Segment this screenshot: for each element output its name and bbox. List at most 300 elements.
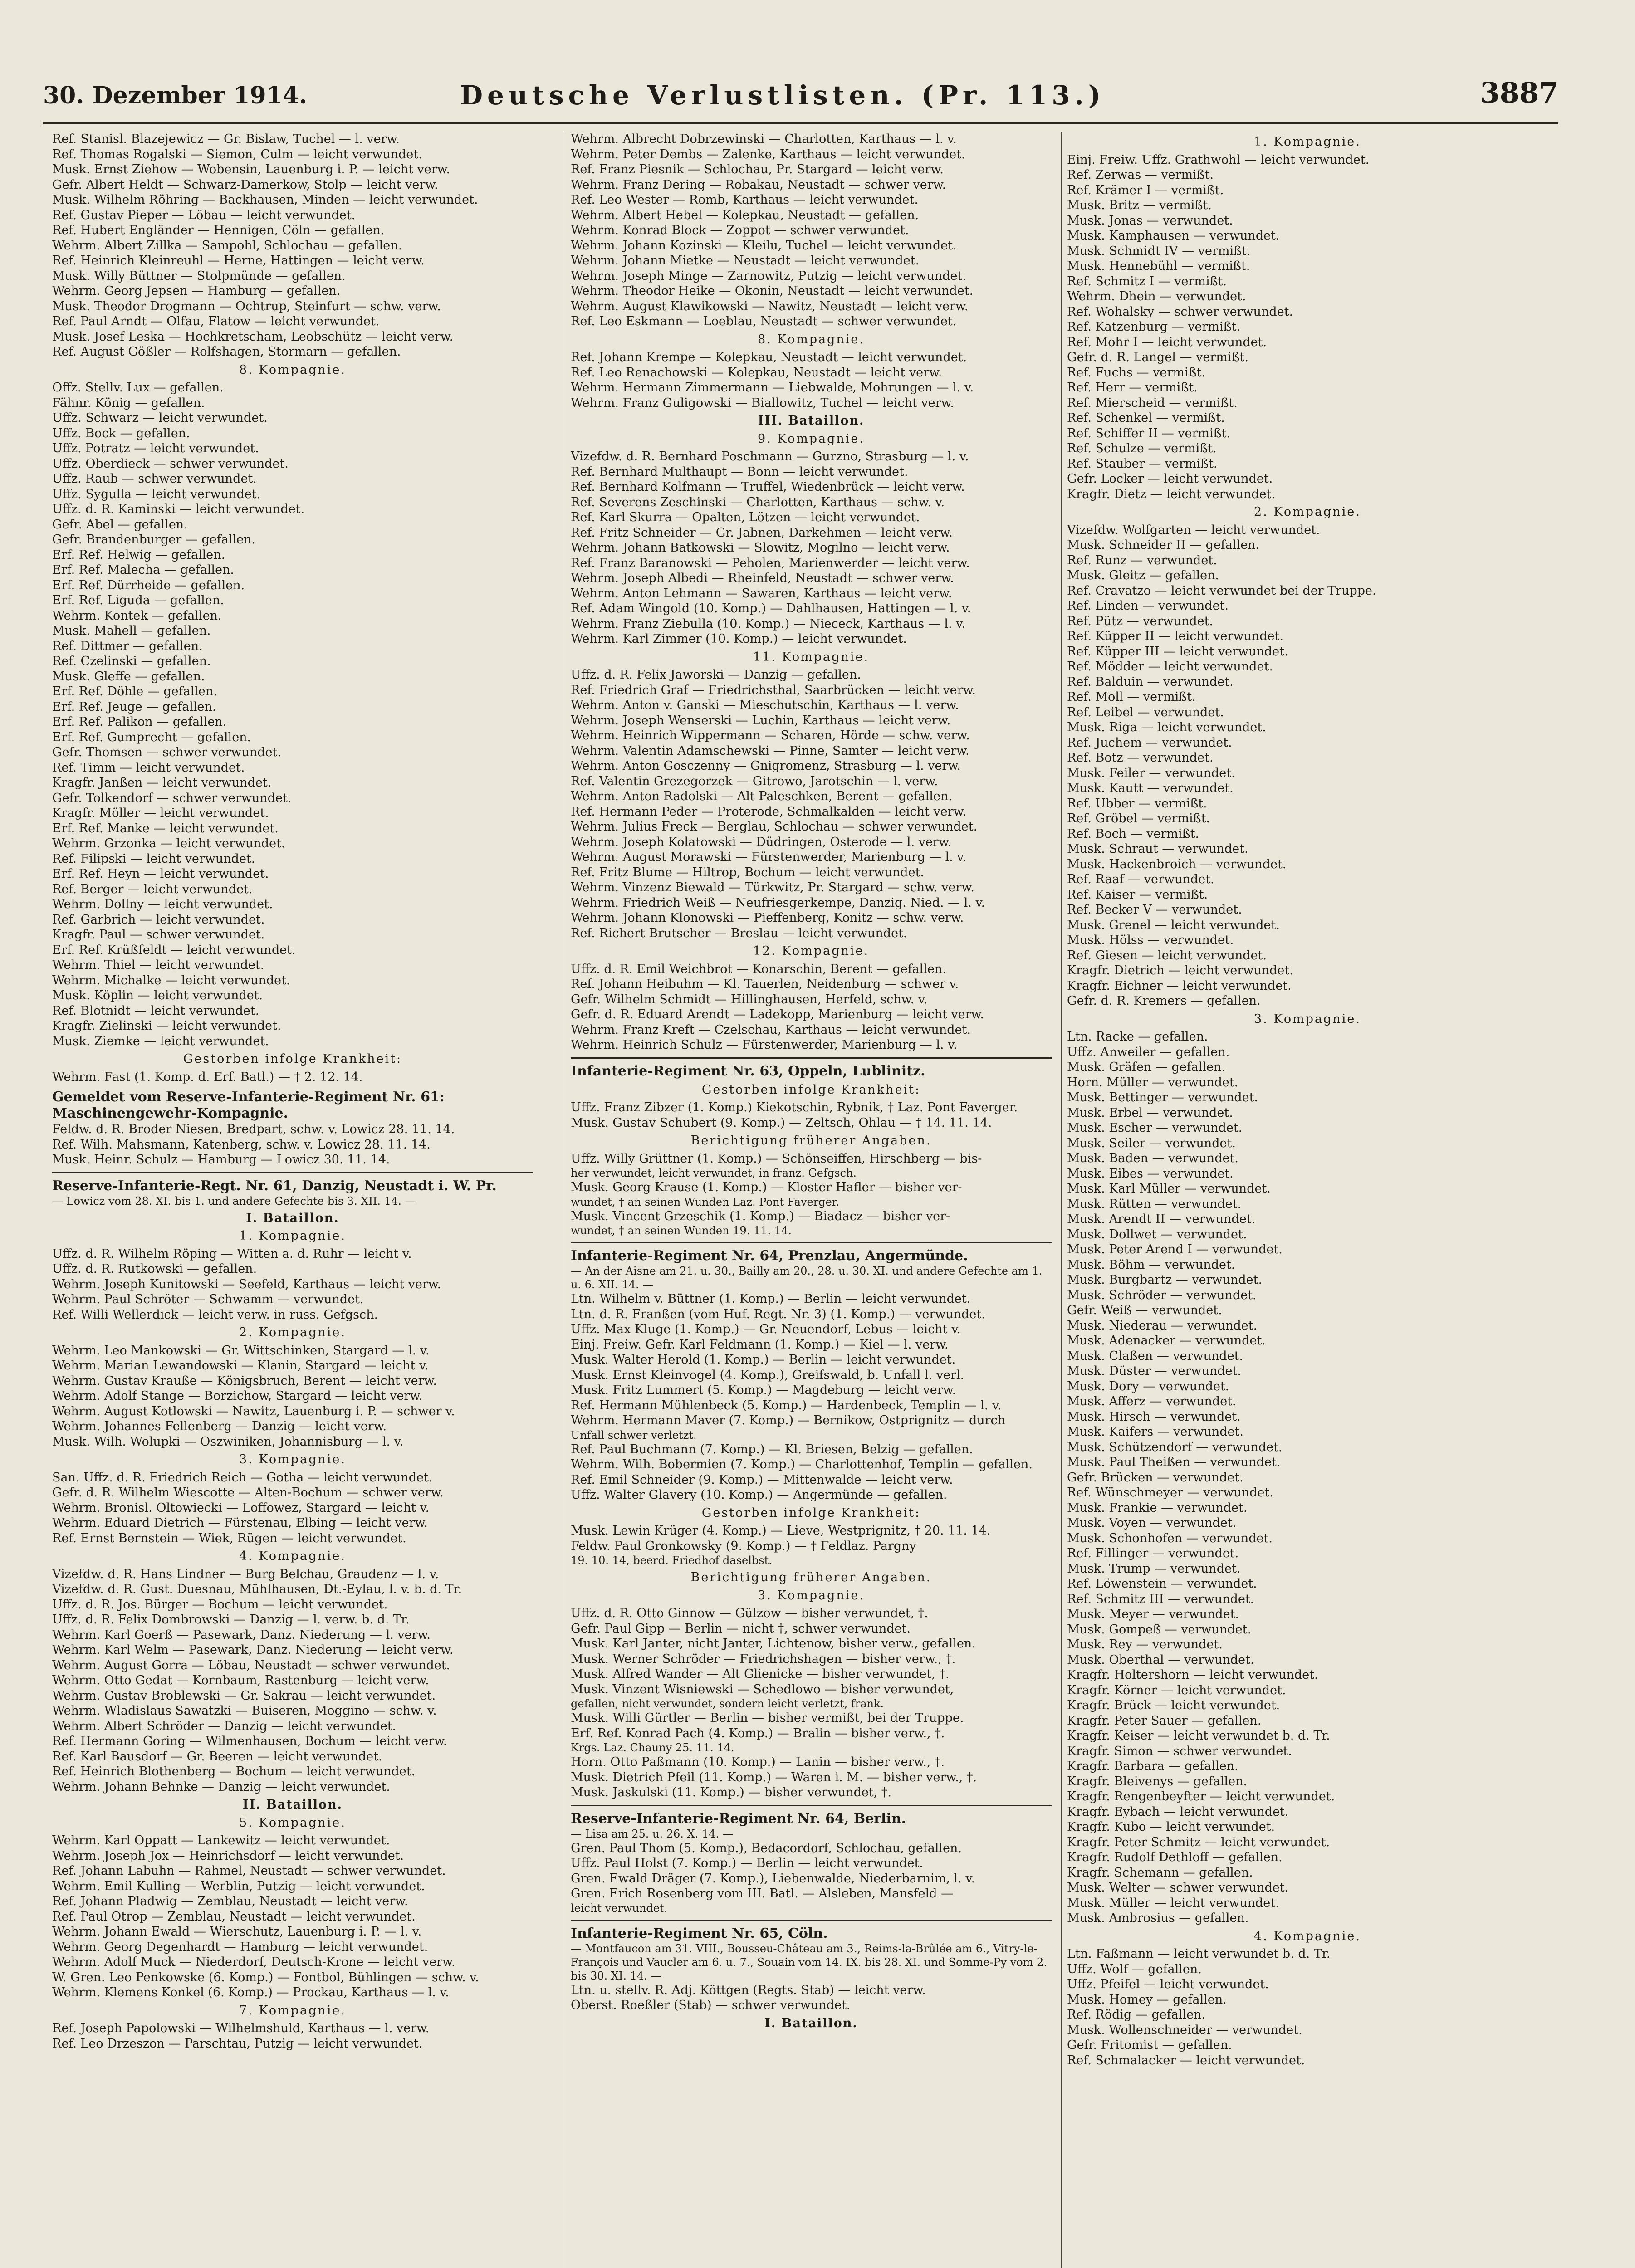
battalion-heading: I. Bataillon. xyxy=(246,1211,339,1225)
casualty-entry: Wehrm. Hermann Maver (7. Komp.) — Bernikow, Ostprignitz — durch xyxy=(571,1413,1006,1427)
casualty-entry: Musk. Kaifers — verwundet. xyxy=(1067,1425,1243,1439)
casualty-entry: Musk. Ziemke — leicht verwundet. xyxy=(52,1034,269,1048)
casualty-entry: Wehrm. Franz Guligowski — Biallowitz, Tuchel — leicht verw. xyxy=(571,396,955,410)
casualty-entry: Musk. Lewin Krüger (4. Komp.) — Lieve, Westprignitz, † 20. 11. 14. xyxy=(571,1524,991,1538)
casualty-entry: Ref. Czelinski — gefallen. xyxy=(52,654,211,668)
casualty-entry: Gefr. Brandenburger — gefallen. xyxy=(52,533,256,547)
casualty-entry: Ref. Kaiser — vermißt. xyxy=(1067,887,1208,902)
casualty-entry: Musk. Adenacker — verwundet. xyxy=(1067,1334,1266,1348)
casualty-entry: Ref. Bernhard Multhaupt — Bonn — leicht verwundet. xyxy=(571,464,908,479)
casualty-entry: Ref. Heinrich Kleinreuhl — Herne, Hattingen — leicht verw. xyxy=(52,254,425,268)
casualty-entry: Musk. Heinr. Schulz — Hamburg — Lowicz 30. 11. 14. xyxy=(52,1153,390,1167)
casualty-entry: Wehrm. Michalke — leicht verwundet. xyxy=(52,973,290,987)
page-header xyxy=(43,68,1558,124)
casualty-entry: Wehrm. Karl Oppatt — Lankewitz — leicht verwundet. xyxy=(52,1833,390,1848)
casualty-entry: Gefr. Abel — gefallen. xyxy=(52,517,188,532)
casualty-entry: Ref. Gröbel — vermißt. xyxy=(1067,811,1210,826)
casualty-entry: Kragfr. Rengenbeyfter — leicht verwundet. xyxy=(1067,1789,1335,1804)
casualty-entry: Ref. Ernst Bernstein — Wiek, Rügen — leicht verwundet. xyxy=(52,1531,406,1545)
casualty-entry: Wehrm. Peter Dembs — Zalenke, Karthaus — leicht verwundet. xyxy=(571,147,965,161)
casualty-entry: Wehrm. Johann Kozinski — Kleilu, Tuchel — leicht verwundet. xyxy=(571,238,957,253)
section-rule xyxy=(571,1805,1052,1806)
casualty-entry: Ref. Hermann Mühlenbeck (5. Komp.) — Hardenbeck, Templin — l. v. xyxy=(571,1398,1002,1413)
casualty-entry: Musk. Wilh. Wolupki — Oszwiniken, Johannisburg — l. v. xyxy=(52,1434,404,1449)
casualty-entry: Gefr. Locker — leicht verwundet. xyxy=(1067,472,1273,486)
casualty-entry: Musk. Willy Büttner — Stolpmünde — gefallen. xyxy=(52,269,346,283)
casualty-entry: Horn. Müller — verwundet. xyxy=(1067,1075,1238,1090)
casualty-entry: Musk. Seiler — verwundet. xyxy=(1067,1136,1236,1150)
casualty-entry: Musk. Düster — verwundet. xyxy=(1067,1364,1241,1378)
casualty-entry: Ref. Wilh. Mahsmann, Katenberg, schw. v. Lowicz 28. 11. 14. xyxy=(52,1137,431,1152)
casualty-entry: Musk. Niederau — verwundet. xyxy=(1067,1318,1258,1333)
casualty-entry: Ref. Ubber — vermißt. xyxy=(1067,796,1207,811)
casualty-entry: Musk. Homey — gefallen. xyxy=(1067,1992,1227,2007)
casualty-entry: Uffz. Sygulla — leicht verwundet. xyxy=(52,487,261,501)
casualty-entry: Musk. Ambrosius — gefallen. xyxy=(1067,1911,1249,1925)
casualty-entry: Uffz. Franz Zibzer (1. Komp.) Kiekotschin, Rybnik, † Laz. Pont Faverger. xyxy=(571,1100,1018,1114)
casualty-entry: Erf. Ref. Helwig — gefallen. xyxy=(52,547,225,562)
casualty-entry: Uffz. d. R. Felix Dombrowski — Danzig — l. verw. b. d. Tr. xyxy=(52,1613,410,1627)
casualty-entry: Musk. Eibes — verwundet. xyxy=(1067,1166,1234,1181)
casualty-entry: Musk. Ernst Ziehow — Wobensin, Lauenburg i. P. — leicht verw. xyxy=(52,162,450,176)
casualty-entry: Gren. Ewald Dräger (7. Komp.), Liebenwalde, Niederbarnim, l. v. xyxy=(571,1871,975,1886)
casualty-entry: Kragfr. Holtershorn — leicht verwundet. xyxy=(1067,1668,1318,1682)
casualty-entry: Ref. Franz Baranowski — Peholen, Marienwerder — leicht verw. xyxy=(571,556,970,570)
casualty-entry: Ltn. Wilhelm v. Büttner (1. Komp.) — Berlin — leicht verwundet. xyxy=(571,1292,971,1306)
casualty-entry: Musk. Afferz — verwundet. xyxy=(1067,1394,1236,1408)
casualty-entry: Wehrm. Heinrich Schulz — Fürstenwerder, Marienburg — l. v. xyxy=(571,1038,957,1052)
issue-date: 30. Dezember 1914. xyxy=(43,82,308,109)
casualty-entry: Uffz. d. R. Felix Jaworski — Danzig — gefallen. xyxy=(571,668,861,682)
casualty-entry: Ref. Leo Wester — Romb, Karthaus — leicht verwundet. xyxy=(571,193,919,207)
casualty-entry: Wehrm. Johann Klonowski — Pieffenberg, Konitz — schw. verw. xyxy=(571,911,964,925)
casualty-entry: Wehrm. Theodor Heike — Okonin, Neustadt — leicht verwundet. xyxy=(571,284,974,298)
casualty-entry: Musk. Hirsch — verwundet. xyxy=(1067,1409,1241,1424)
casualty-entry: Ref. Mierscheid — vermißt. xyxy=(1067,396,1238,410)
casualty-entry: Uffz. Potratz — leicht verwundet. xyxy=(52,441,259,455)
casualty-entry: Wehrm. Dhein — verwundet. xyxy=(1067,289,1246,303)
casualty-entry: Kragfr. Bleivenys — gefallen. xyxy=(1067,1774,1248,1789)
column-2 xyxy=(571,132,1052,2268)
casualty-entry: Wehrm. Anton Gosczenny — Gnigromenz, Strasburg — l. verw. xyxy=(571,759,961,773)
casualty-entry: Ref. Severens Zeschinski — Charlotten, Karthaus — schw. v. xyxy=(571,495,945,509)
casualty-entry: Wehrm. Hermann Zimmermann — Liebwalde, Mohrungen — l. v. xyxy=(571,381,974,395)
casualty-entry: Wehrm. Johann Behnke — Danzig — leicht verwundet. xyxy=(52,1779,390,1794)
casualty-entry: Kragfr. Kubo — leicht verwundet. xyxy=(1067,1820,1275,1834)
casualty-entry: Gefr. Fritomist — gefallen. xyxy=(1067,2038,1232,2052)
casualty-entry: Musk. Vincent Grzeschik (1. Komp.) — Biadacz — bisher ver- xyxy=(571,1209,950,1223)
company-heading: 8. Kompagnie. xyxy=(758,332,865,347)
casualty-entry: Ref. Runz — verwundet. xyxy=(1067,553,1217,567)
casualty-entry: Ref. Wünschmeyer — verwundet. xyxy=(1067,1486,1273,1500)
casualty-entry: Erf. Ref. Gumprecht — gefallen. xyxy=(52,730,251,744)
casualty-entry: Musk. Welter — schwer verwundet. xyxy=(1067,1881,1289,1895)
casualty-entry: Ref. Johann Heibuhm — Kl. Tauerlen, Neidenburg — schwer v. xyxy=(571,977,959,991)
company-heading: 5. Kompagnie. xyxy=(239,1815,346,1830)
casualty-entry: Musk. Dory — verwundet. xyxy=(1067,1379,1229,1393)
casualty-entry: Ref. Pütz — verwundet. xyxy=(1067,614,1214,628)
company-heading: 11. Kompagnie. xyxy=(753,650,870,664)
company-heading: 4. Kompagnie. xyxy=(1254,1929,1361,1943)
casualty-entry: Musk. Claßen — verwundet. xyxy=(1067,1349,1243,1363)
casualty-entry: Erf. Ref. Heyn — leicht verwundet. xyxy=(52,867,269,881)
casualty-entry: Wehrm. Grzonka — leicht verwundet. xyxy=(52,836,285,850)
casualty-entry: Horn. Otto Paßmann (10. Komp.) — Lanin — bisher verw., †. xyxy=(571,1755,945,1769)
casualty-entry: Wehrm. Karl Zimmer (10. Komp.) — leicht verwundet. xyxy=(571,632,907,646)
casualty-entry: Wehrm. Konrad Block — Zoppot — schwer verwundet. xyxy=(571,223,909,237)
casualty-entry: Wehrm. Emil Kulling — Werblin, Putzig — leicht verwundet. xyxy=(52,1879,425,1893)
casualty-entry: Einj. Freiw. Uffz. Grathwohl — leicht verwundet. xyxy=(1067,152,1370,167)
section-rule xyxy=(571,1242,1052,1243)
casualty-entry: Wehrm. Eduard Dietrich — Fürstenau, Elbing — leicht verw. xyxy=(52,1516,428,1530)
casualty-entry: Ltn. d. R. Franßen (vom Huf. Regt. Nr. 3) (1. Komp.) — verwundet. xyxy=(571,1307,985,1321)
casualty-entry: Musk. Britz — vermißt. xyxy=(1067,198,1212,212)
issue-number: (Pr. 113.) xyxy=(921,80,1106,111)
company-heading: 2. Kompagnie. xyxy=(239,1325,346,1339)
casualty-entry: Wehrm. Bronisl. Oltowiecki — Loffowez, Stargard — leicht v. xyxy=(52,1501,430,1515)
casualty-entry: Ref. Paul Otrop — Zemblau, Neustadt — leicht verwundet. xyxy=(52,1909,416,1924)
casualty-entry: Musk. Arendt II — verwundet. xyxy=(1067,1212,1256,1226)
battalion-heading: I. Bataillon. xyxy=(764,2016,858,2030)
casualty-entry: Musk. Paul Theißen — verwundet. xyxy=(1067,1455,1281,1469)
casualty-entry: Musk. Rey — verwundet. xyxy=(1067,1637,1223,1652)
casualty-entry: Wehrm. Kontek — gefallen. xyxy=(52,608,222,623)
page-number: 3887 xyxy=(1480,76,1558,109)
casualty-entry: Musk. Wilhelm Röhring — Backhausen, Minden — leicht verwundet. xyxy=(52,193,478,207)
company-heading: 7. Kompagnie. xyxy=(239,2003,346,2018)
casualty-entry: Gefr. d. R. Wilhelm Wiescotte — Alten-Bochum — schwer verw. xyxy=(52,1486,444,1500)
casualty-entry: Musk. Walter Herold (1. Komp.) — Berlin — leicht verwundet. xyxy=(571,1353,956,1367)
casualty-entry: Wehrm. Joseph Wenserski — Luchin, Karthaus — leicht verw. xyxy=(571,713,951,728)
casualty-entry: Ref. Wohalsky — schwer verwundet. xyxy=(1067,304,1293,319)
casualty-entry: Musk. Voyen — verwundet. xyxy=(1067,1516,1237,1530)
casualty-entry: Kragfr. Dietz — leicht verwundet. xyxy=(1067,487,1275,501)
casualty-entry: Wehrm. Dollny — leicht verwundet. xyxy=(52,897,273,911)
casualty-entry: Musk. Hennebühl — vermißt. xyxy=(1067,259,1250,273)
casualty-entry: Musk. Escher — verwundet. xyxy=(1067,1121,1243,1135)
casualty-entry: Ref. Johann Pladwig — Zemblau, Neustadt — leicht verw. xyxy=(52,1894,408,1908)
company-heading: Gestorben infolge Krankheit: xyxy=(701,1082,921,1097)
regiment-heading: Gemeldet vom Reserve-Infanterie-Regiment Nr. 61: Maschinengewehr-Kompagnie. xyxy=(52,1089,445,1121)
casualty-entry: Musk. Oberthal — verwundet. xyxy=(1067,1652,1254,1667)
company-heading: 8. Kompagnie. xyxy=(239,362,346,377)
casualty-entry: Musk. Karl Janter, nicht Janter, Lichtenow, bisher verw., gefallen. xyxy=(571,1637,976,1651)
entry-note: — Lisa am 25. u. 26. X. 14. — xyxy=(571,1827,734,1840)
casualty-entry: Wehrm. Anton Lehmann — Sawaren, Karthaus — leicht verw. xyxy=(571,586,952,601)
casualty-entry: Musk. Gräfen — gefallen. xyxy=(1067,1060,1226,1074)
casualty-entry: Wehrm. Karl Welm — Pasewark, Danz. Niederung — leicht verw. xyxy=(52,1643,454,1657)
casualty-entry: Musk. Burgbartz — verwundet. xyxy=(1067,1273,1263,1287)
regiment-heading: Infanterie-Regiment Nr. 64, Prenzlau, Angermünde. xyxy=(571,1248,968,1264)
casualty-entry: Ltn. Faßmann — leicht verwundet b. d. Tr. xyxy=(1067,1947,1331,1961)
casualty-entry: Musk. Josef Leska — Hochkretscham, Leobschütz — leicht verw. xyxy=(52,329,454,344)
casualty-entry: Wehrm. Paul Schröter — Schwamm — verwundet. xyxy=(52,1292,364,1306)
casualty-entry: Ref. Hermann Peder — Proterode, Schmalkalden — leicht verw. xyxy=(571,804,967,819)
casualty-entry: Musk. Gleffe — gefallen. xyxy=(52,669,205,684)
casualty-entry: Kragfr. Simon — schwer verwundet. xyxy=(1067,1744,1292,1758)
casualty-entry: Musk. Feiler — verwundet. xyxy=(1067,766,1235,780)
casualty-entry: Kragfr. Keiser — leicht verwundet b. d. Tr. xyxy=(1067,1729,1330,1743)
casualty-entry: Wehrm. Anton Radolski — Alt Paleschken, Berent — gefallen. xyxy=(571,789,952,803)
casualty-entry: Wehrm. Georg Jepsen — Hamburg — gefallen. xyxy=(52,284,341,298)
casualty-entry: Wehrm. August Klawikowski — Nawitz, Neustadt — leicht verw. xyxy=(571,299,969,313)
casualty-entry: Erf. Ref. Palikon — gefallen. xyxy=(52,715,227,729)
casualty-entry: Ref. Thomas Rogalski — Siemon, Culm — leicht verwundet. xyxy=(52,147,422,161)
casualty-entry: Ref. Emil Schneider (9. Komp.) — Mittenwalde — leicht verw. xyxy=(571,1472,953,1487)
casualty-entry: Wehrm. Georg Degenhardt — Hamburg — leicht verwundet. xyxy=(52,1940,428,1954)
casualty-entry: Erf. Ref. Jeuge — gefallen. xyxy=(52,699,216,714)
casualty-entry: Wehrm. Joseph Kunitowski — Seefeld, Karthaus — leicht verw. xyxy=(52,1277,441,1291)
casualty-entry: Ref. Fuchs — vermißt. xyxy=(1067,365,1206,380)
casualty-entry: Musk. Dietrich Pfeil (11. Komp.) — Waren i. M. — bisher verw., †. xyxy=(571,1770,977,1784)
casualty-entry: Wehrm. Karl Goerß — Pasewark, Danz. Niederung — l. verw. xyxy=(52,1628,431,1642)
casualty-entry: Musk. Mahell — gefallen. xyxy=(52,624,211,638)
casualty-entry: Ltn. Racke — gefallen. xyxy=(1067,1030,1208,1044)
casualty-entry: Gefr. Tolkendorf — schwer verwundet. xyxy=(52,791,292,805)
casualty-entry: Kragfr. Janßen — leicht verwundet. xyxy=(52,776,272,790)
casualty-entry: Uffz. d. R. Otto Ginnow — Gülzow — bisher verwundet, †. xyxy=(571,1606,928,1620)
casualty-entry: Wehrm. Johann Ewald — Wierschutz, Lauenburg i. P. — l. v. xyxy=(52,1925,422,1939)
casualty-entry: Uffz. d. R. Emil Weichbrot — Konarschin, Berent — gefallen. xyxy=(571,962,946,976)
entry-note: wundet, † an seinen Wunden Laz. Pont Faverger. xyxy=(571,1195,840,1208)
casualty-entry: Ref. Schulze — vermißt. xyxy=(1067,441,1217,455)
casualty-entry: Musk. Karl Müller — verwundet. xyxy=(1067,1182,1271,1196)
casualty-entry: Ref. Becker V — verwundet. xyxy=(1067,903,1242,917)
casualty-entry: Vizefdw. d. R. Hans Lindner — Burg Belchau, Graudenz — l. v. xyxy=(52,1567,439,1581)
casualty-entry: Wehrm. August Kotlowski — Nawitz, Lauenburg i. P. — schwer v. xyxy=(52,1404,455,1418)
casualty-entry: Uffz. Paul Holst (7. Komp.) — Berlin — leicht verwundet. xyxy=(571,1856,923,1870)
casualty-entry: Ref. Stanisl. Blazejewicz — Gr. Bislaw, Tuchel — l. verw. xyxy=(52,132,400,146)
casualty-entry: Uffz. Max Kluge (1. Komp.) — Gr. Neuendorf, Lebus — leicht v. xyxy=(571,1322,961,1336)
casualty-entry: Musk. Hölss — verwundet. xyxy=(1067,933,1234,947)
casualty-entry: Ref. Filipski — leicht verwundet. xyxy=(52,851,255,866)
casualty-entry: Gefr. d. R. Eduard Arendt — Ladekopp, Marienburg — leicht verw. xyxy=(571,1007,984,1022)
casualty-entry: Ref. Heinrich Blothenberg — Bochum — leicht verwundet. xyxy=(52,1765,416,1779)
casualty-entry: Wehrm. Heinrich Wippermann — Scharen, Hörde — schw. verw. xyxy=(571,728,970,743)
casualty-entry: Wehrm. Joseph Minge — Zarnowitz, Putzig — leicht verwundet. xyxy=(571,269,966,283)
casualty-entry: Ref. Bernhard Kolfmann — Truffel, Wiedenbrück — leicht verw. xyxy=(571,480,965,494)
entry-note: leicht verwundet. xyxy=(571,1901,668,1915)
casualty-entry: Ref. Dittmer — gefallen. xyxy=(52,639,203,653)
casualty-entry: Ref. Fritz Blume — Hiltrop, Bochum — leicht verwundet. xyxy=(571,865,925,880)
casualty-entry: Musk. Frankie — verwundet. xyxy=(1067,1501,1248,1515)
casualty-entry: Wehrm. Franz Ziebulla (10. Komp.) — Niececk, Karthaus — l. v. xyxy=(571,616,965,631)
casualty-entry: Wehrm. Leo Mankowski — Gr. Wittschinken, Stargard — l. v. xyxy=(52,1343,430,1358)
casualty-entry: Ref. Cravatzo — leicht verwundet bei der Truppe. xyxy=(1067,583,1376,598)
casualty-entry: Musk. Schützendorf — verwundet. xyxy=(1067,1440,1283,1454)
casualty-entry: Wehrm. Klemens Konkel (6. Komp.) — Prockau, Karthaus — l. v. xyxy=(52,1985,449,1999)
casualty-entry: Gefr. Paul Gipp — Berlin — nicht †, schwer verwundet. xyxy=(571,1621,911,1636)
casualty-entry: Musk. Georg Krause (1. Komp.) — Kloster Hafler — bisher ver- xyxy=(571,1180,962,1194)
casualty-entry: Einj. Freiw. Gefr. Karl Feldmann (1. Komp.) — Kiel — l. verw. xyxy=(571,1337,949,1352)
casualty-entry: Ref. Timm — leicht verwundet. xyxy=(52,760,245,775)
casualty-entry: Kragfr. Rudolf Dethloff — gefallen. xyxy=(1067,1850,1283,1864)
casualty-entry: Ref. Linden — verwundet. xyxy=(1067,599,1229,613)
casualty-entry: Ref. Garbrich — leicht verwundet. xyxy=(52,912,265,927)
entry-note: 19. 10. 14, beerd. Friedhof daselbst. xyxy=(571,1554,772,1567)
casualty-entry: Uffz. d. R. Wilhelm Röping — Witten a. d. Ruhr — leicht v. xyxy=(52,1246,412,1261)
casualty-entry: Musk. Kautt — verwundet. xyxy=(1067,781,1234,795)
casualty-entry: Musk. Gustav Schubert (9. Komp.) — Zeltsch, Ohlau — † 14. 11. 14. xyxy=(571,1115,992,1130)
casualty-entry: Gefr. d. R. Kremers — gefallen. xyxy=(1067,994,1261,1008)
company-heading: Berichtigung früherer Angaben. xyxy=(690,1134,932,1148)
casualty-entry: Ref. Gustav Pieper — Löbau — leicht verwundet. xyxy=(52,208,356,222)
casualty-entry: Wehrm. Anton v. Ganski — Mieschutschin, Karthaus — l. verw. xyxy=(571,698,959,712)
casualty-entry: Musk. Böhm — verwundet. xyxy=(1067,1257,1235,1272)
casualty-entry: Ref. Johann Krempe — Kolepkau, Neustadt — leicht verwundet. xyxy=(571,350,967,364)
casualty-entry: Ref. Giesen — leicht verwundet. xyxy=(1067,948,1267,963)
casualty-entry: Wehrm. Franz Kreft — Czelschau, Karthaus — leicht verwundet. xyxy=(571,1022,971,1037)
casualty-entry: Ref. Schenkel — vermißt. xyxy=(1067,411,1225,425)
regiment-heading: Reserve-Infanterie-Regiment Nr. 64, Berlin. xyxy=(571,1810,906,1827)
casualty-entry: Musk. Köplin — leicht verwundet. xyxy=(52,988,263,1002)
casualty-entry: Erf. Ref. Konrad Pach (4. Komp.) — Bralin — bisher verw., †. xyxy=(571,1726,945,1740)
company-heading: 12. Kompagnie. xyxy=(753,944,870,958)
entry-note: — Lowicz vom 28. XI. bis 1. und andere Gefechte bis 3. XII. 14. — xyxy=(52,1194,416,1207)
section-rule xyxy=(571,1057,1052,1059)
casualty-entry: Ref. Balduin — verwundet. xyxy=(1067,675,1234,689)
casualty-entry: Ref. Rödig — gefallen. xyxy=(1067,2008,1206,2022)
casualty-entry: Uffz. d. R. Jos. Bürger — Bochum — leicht verwundet. xyxy=(52,1597,388,1612)
casualty-entry: Feldw. Paul Gronkowsky (9. Komp.) — † Feldlaz. Pargny xyxy=(571,1539,916,1553)
casualty-entry: Kragfr. Möller — leicht verwundet. xyxy=(52,806,269,820)
casualty-entry: Ref. Küpper III — leicht verwundet. xyxy=(1067,644,1288,659)
casualty-entry: Ref. Adam Wingold (10. Komp.) — Dahlhausen, Hattingen — l. v. xyxy=(571,601,971,616)
column-divider xyxy=(1061,132,1062,2268)
casualty-entry: Erf. Ref. Malecha — gefallen. xyxy=(52,563,235,577)
company-heading: Gestorben infolge Krankheit: xyxy=(183,1052,402,1066)
casualty-entry: Ref. Botz — verwundet. xyxy=(1067,751,1214,765)
casualty-entry: Musk. Jaskulski (11. Komp.) — bisher verwundet, †. xyxy=(571,1785,891,1799)
battalion-heading: III. Bataillon. xyxy=(758,414,865,428)
regiment-heading: Infanterie-Regiment Nr. 63, Oppeln, Lublinitz. xyxy=(571,1063,925,1079)
casualty-entry: Musk. Wollenschneider — verwundet. xyxy=(1067,2023,1302,2037)
casualty-entry: Musk. Jonas — verwundet. xyxy=(1067,213,1233,228)
casualty-entry: Erf. Ref. Liguda — gefallen. xyxy=(52,593,224,607)
casualty-entry: Musk. Trump — verwundet. xyxy=(1067,1561,1241,1576)
casualty-entry: Musk. Erbel — verwundet. xyxy=(1067,1105,1233,1120)
casualty-entry: Musk. Alfred Wander — Alt Glienicke — bisher verwundet, †. xyxy=(571,1667,950,1681)
casualty-entry: Ref. Schiffer II — vermißt. xyxy=(1067,426,1231,440)
entry-note: gefallen, nicht verwundet, sondern leicht verletzt, frank. xyxy=(571,1697,884,1710)
casualty-entry: Gefr. Thomsen — schwer verwundet. xyxy=(52,745,281,759)
casualty-entry: Vizefdw. d. R. Bernhard Poschmann — Gurzno, Strasburg — l. v. xyxy=(571,450,969,464)
casualty-entry: Wehrm. Joseph Kolatowski — Düdringen, Osterode — l. verw. xyxy=(571,835,952,849)
casualty-entry: Wehrm. Johann Batkowski — Slowitz, Mogilno — leicht verw. xyxy=(571,541,950,555)
casualty-entry: Wehrm. Albrecht Dobrzewinski — Charlotten, Karthaus — l. v. xyxy=(571,132,957,146)
casualty-entry: Ref. Mohr I — leicht verwundet. xyxy=(1067,335,1267,349)
casualty-entry: W. Gren. Leo Penkowske (6. Komp.) — Fontbol, Bühlingen — schw. v. xyxy=(52,1970,479,1984)
publication-title xyxy=(451,80,1114,111)
casualty-entry: Ref. Herr — vermißt. xyxy=(1067,381,1198,395)
battalion-heading: II. Bataillon. xyxy=(242,1798,343,1812)
casualty-entry: Ref. August Gößler — Rolfshagen, Stormarn — gefallen. xyxy=(52,345,401,359)
casualty-entry: Ref. Leo Eskmann — Loeblau, Neustadt — schwer verwundet. xyxy=(571,314,957,328)
casualty-entry: Wehrm. Valentin Adamschewski — Pinne, Samter — leicht verw. xyxy=(571,743,969,758)
casualty-entry: Ref. Karl Skurra — Opalten, Lötzen — leicht verwundet. xyxy=(571,510,920,524)
casualty-entry: Uffz. Willy Grüttner (1. Komp.) — Schönseiffen, Hirschberg — bis- xyxy=(571,1151,982,1166)
casualty-entry: Kragfr. Dietrich — leicht verwundet. xyxy=(1067,963,1293,978)
casualty-entry: Offz. Stellv. Lux — gefallen. xyxy=(52,381,224,395)
company-heading: 4. Kompagnie. xyxy=(239,1549,346,1563)
casualty-entry: Uffz. d. R. Rutkowski — gefallen. xyxy=(52,1262,257,1276)
casualty-entry: Ref. Berger — leicht verwundet. xyxy=(52,882,253,896)
casualty-entry: Musk. Rütten — verwundet. xyxy=(1067,1197,1242,1211)
casualty-entry: Ref. Leibel — verwundet. xyxy=(1067,705,1224,719)
casualty-entry: Ref. Leo Renachowski — Kolepkau, Neustadt — leicht verw. xyxy=(571,365,942,380)
regiment-heading: Infanterie-Regiment Nr. 65, Cöln. xyxy=(571,1925,828,1941)
casualty-entry: Wehrm. Vinzenz Biewald — Türkwitz, Pr. Stargard — schw. verw. xyxy=(571,880,974,894)
entry-note: — An der Aisne am 21. u. 30., Bailly am 20., 28. u. 30. XI. und andere Gefechte am 1. u. 6. XII. 14. — xyxy=(571,1265,1043,1291)
company-heading: 9. Kompagnie. xyxy=(758,431,865,446)
casualty-entry: Uffz. Anweiler — gefallen. xyxy=(1067,1045,1230,1059)
casualty-entry: Ref. Katzenburg — vermißt. xyxy=(1067,320,1241,334)
casualty-entry: Wehrm. Fast (1. Komp. d. Erf. Batl.) — † 2. 12. 14. xyxy=(52,1070,363,1084)
casualty-entry: Musk. Werner Schröder — Friedrichshagen — bisher verw., †. xyxy=(571,1652,956,1666)
casualty-entry: Wehrm. Johannes Fellenberg — Danzig — leicht verw. xyxy=(52,1419,387,1433)
casualty-entry: Vizefdw. d. R. Gust. Duesnau, Mühlhausen, Dt.-Eylau, l. v. b. d. Tr. xyxy=(52,1582,462,1596)
casualty-entry: Kragfr. Paul — schwer verwundet. xyxy=(52,928,265,942)
casualty-entry: Ref. Karl Bausdorf — Gr. Beeren — leicht verwundet. xyxy=(52,1749,382,1764)
casualty-entry: Ref. Paul Buchmann (7. Komp.) — Kl. Briesen, Belzig — gefallen. xyxy=(571,1442,973,1457)
casualty-entry: Wehrm. Friedrich Weiß — Neufriesgerkempe, Danzig. Nied. — l. v. xyxy=(571,895,985,910)
casualty-entry: Ref. Fillinger — verwundet. xyxy=(1067,1546,1239,1560)
casualty-entry: Fähnr. König — gefallen. xyxy=(52,396,205,410)
casualty-entry: Ref. Hermann Goring — Wilmenhausen, Bochum — leicht verw. xyxy=(52,1734,447,1748)
casualty-entry: Erf. Ref. Dürrheide — gefallen. xyxy=(52,578,245,592)
casualty-entry: Wehrm. Joseph Jox — Heinrichsdorf — leicht verwundet. xyxy=(52,1848,404,1863)
casualty-entry: Wehrm. Otto Gedat — Kornbaum, Rastenburg — leicht verw. xyxy=(52,1673,429,1687)
entry-note: Krgs. Laz. Chauny 25. 11. 14. xyxy=(571,1741,734,1754)
casualty-entry: Ref. Stauber — vermißt. xyxy=(1067,456,1218,471)
casualty-entry: Uffz. Raub — schwer verwundet. xyxy=(52,472,257,486)
casualty-entry: Kragfr. Körner — leicht verwundet. xyxy=(1067,1683,1286,1697)
casualty-entry: Feldw. d. R. Broder Niesen, Bredpart, schw. v. Lowicz 28. 11. 14. xyxy=(52,1122,455,1136)
entry-note: — Montfaucon am 31. VIII., Bousseu-Château am 3., Reims-la-Brûlée am 6., Vitry-le-François und Vaucler am 6. u. 7., Souain vom 14. IX. bis 28. XI. und Somme-Py vom 2. bis 30. XI. 14. — xyxy=(571,1942,1048,1982)
casualty-entry: Gefr. Brücken — verwundet. xyxy=(1067,1470,1243,1485)
casualty-entry: Ref. Hubert Engländer — Hennigen, Cöln — gefallen. xyxy=(52,223,385,237)
casualty-entry: Kragfr. Peter Schmitz — leicht verwundet. xyxy=(1067,1835,1330,1849)
casualty-entry: Wehrm. Albert Hebel — Kolepkau, Neustadt — gefallen. xyxy=(571,208,919,222)
casualty-entry: Ref. Willi Wellerdick — leicht verw. in russ. Gefgsch. xyxy=(52,1307,378,1322)
casualty-entry: Uffz. Oberdieck — schwer verwundet. xyxy=(52,456,289,471)
casualty-entry: Gren. Erich Rosenberg vom III. Batl. — Alsleben, Mansfeld — xyxy=(571,1887,954,1901)
casualty-entry: Musk. Fritz Lummert (5. Komp.) — Magdeburg — leicht verw. xyxy=(571,1383,956,1397)
casualty-entry: Uffz. Wolf — gefallen. xyxy=(1067,1962,1202,1976)
casualty-entry: Wehrm. Franz Dering — Robakau, Neustadt — schwer verw. xyxy=(571,177,946,192)
casualty-entry: Wehrm. Julius Freck — Berglau, Schlochau — schwer verwundet. xyxy=(571,820,978,834)
casualty-entry: Ref. Schmitz I — vermißt. xyxy=(1067,274,1227,288)
casualty-entry: Musk. Willi Gürtler — Berlin — bisher vermißt, bei der Truppe. xyxy=(571,1711,964,1725)
casualty-entry: Kragfr. Eichner — leicht verwundet. xyxy=(1067,978,1292,993)
casualty-entry: Musk. Ernst Kleinvogel (4. Komp.), Greifswald, b. Unfall l. verl. xyxy=(571,1368,964,1382)
casualty-entry: Wehrm. Johann Mietke — Neustadt — leicht verwundet. xyxy=(571,254,920,268)
company-heading: 2. Kompagnie. xyxy=(1254,505,1361,519)
casualty-entry: Ref. Raaf — verwundet. xyxy=(1067,872,1214,886)
casualty-entry: Kragfr. Barbara — gefallen. xyxy=(1067,1759,1238,1773)
casualty-entry: Ref. Johann Labuhn — Rahmel, Neustadt — schwer verwundet. xyxy=(52,1864,446,1878)
casualty-entry: Vizefdw. Wolfgarten — leicht verwundet. xyxy=(1067,523,1320,537)
casualty-entry: Wehrm. Gustav Broblewski — Gr. Sakrau — leicht verwundet. xyxy=(52,1688,436,1703)
casualty-entry: Ref. Paul Arndt — Olfau, Flatow — leicht verwundet. xyxy=(52,314,380,328)
casualty-entry: Ref. Blotnidt — leicht verwundet. xyxy=(52,1003,259,1018)
casualty-entry: Ref. Zerwas — vermißt. xyxy=(1067,168,1214,182)
casualty-entry: Musk. Gompeß — verwundet. xyxy=(1067,1622,1252,1637)
casualty-entry: Gefr. Albert Heldt — Schwarz-Damerkow, Stolp — leicht verw. xyxy=(52,177,438,192)
casualty-entry: Ref. Fritz Schneider — Gr. Jabnen, Darkehmen — leicht verw. xyxy=(571,525,953,540)
company-heading: 1. Kompagnie. xyxy=(1254,135,1361,149)
casualty-entry: Musk. Peter Arend I — verwundet. xyxy=(1067,1242,1283,1256)
